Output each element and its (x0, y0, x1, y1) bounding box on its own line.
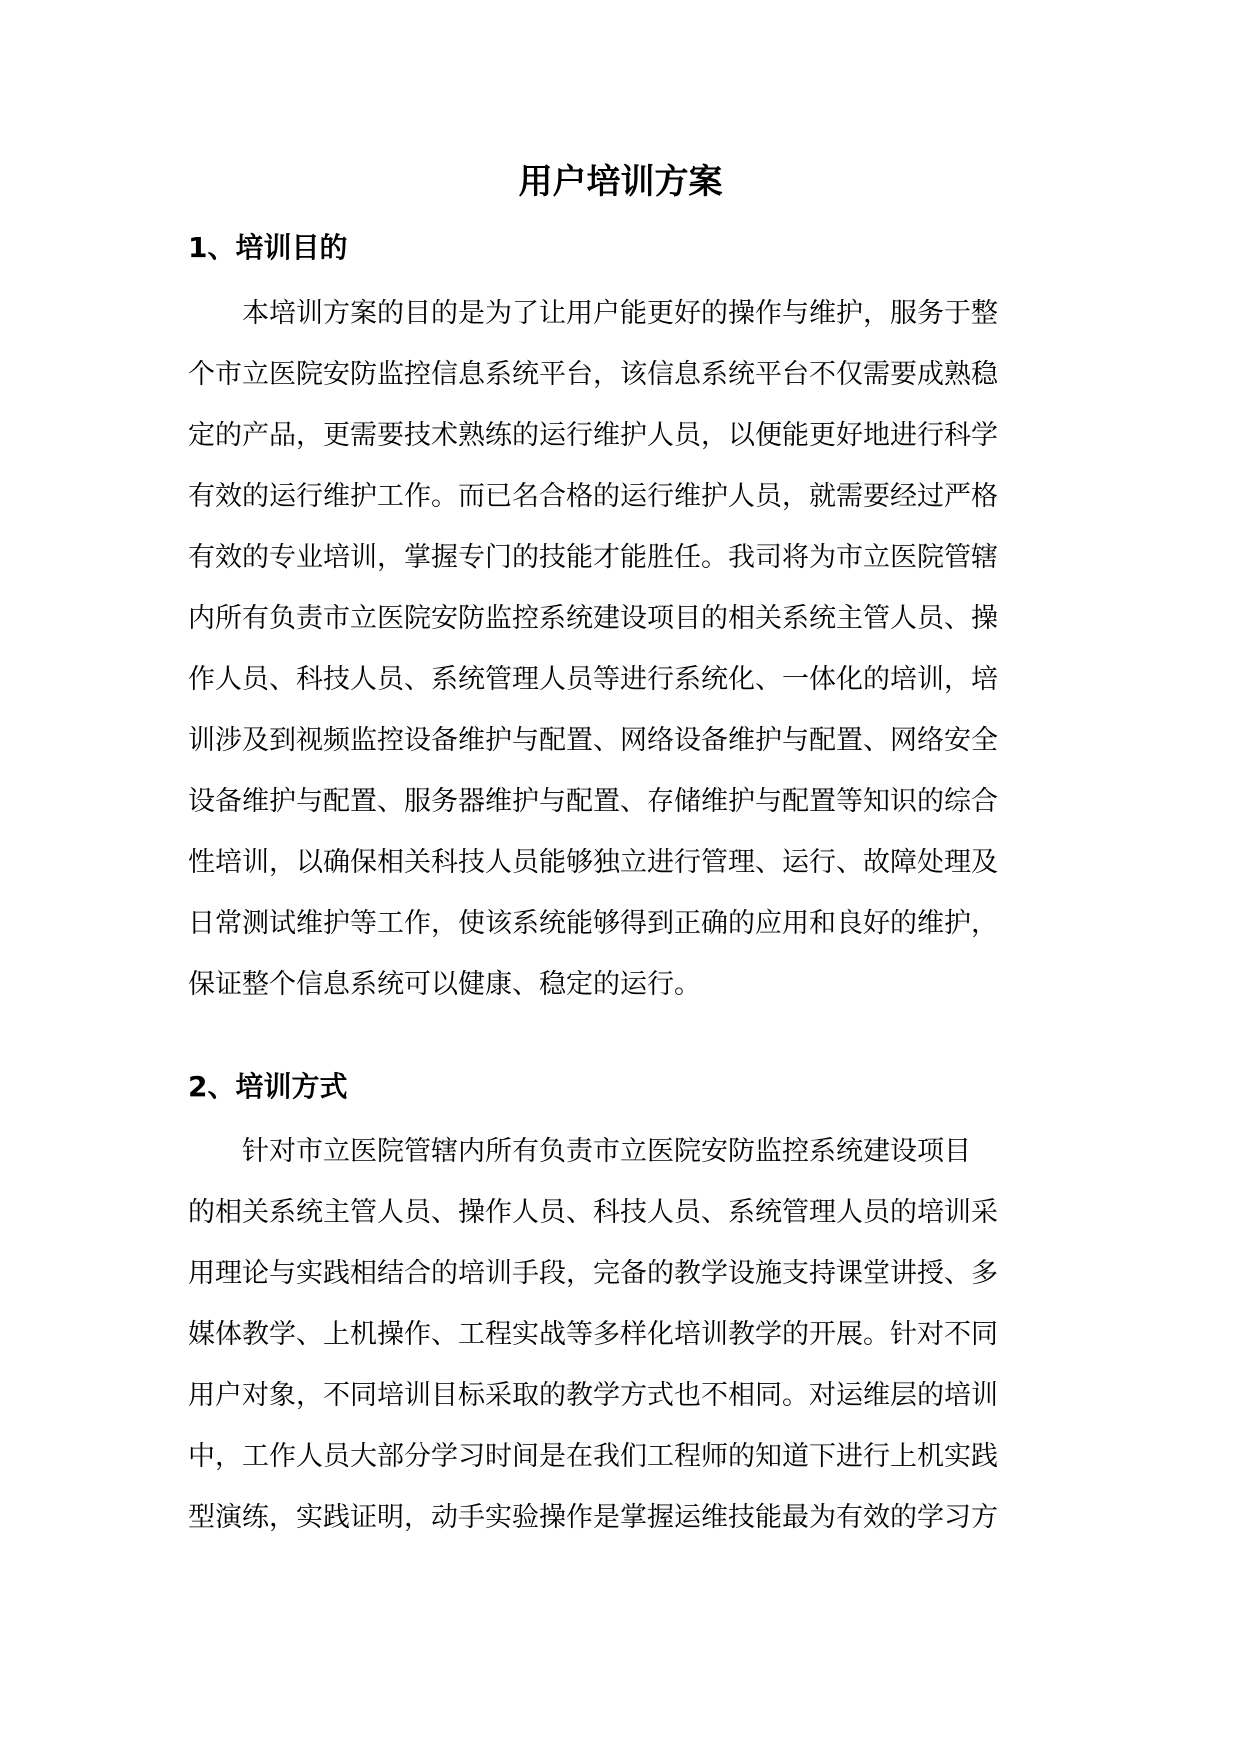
section-heading-training-purpose: 1、培训目的 (188, 231, 348, 264)
text-line: 设备维护与配置、服务器维护与配置、存储维护与配置等知识的综合 (188, 786, 998, 817)
section-paragraph-training-method (188, 1121, 1068, 1548)
text-line: 个市立医院安防监控信息系统平台，该信息系统平台不仅需要成熟稳 (188, 359, 998, 390)
text-line: 媒体教学、上机操作、工程实战等多样化培训教学的开展。针对不同 (188, 1319, 998, 1350)
document-title: 用户培训方案 (518, 162, 723, 202)
text-line: 作人员、科技人员、系统管理人员等进行系统化、一体化的培训，培 (188, 664, 998, 695)
text-line: 保证整个信息系统可以健康、稳定的运行。 (188, 969, 701, 1000)
text-line: 的相关系统主管人员、操作人员、科技人员、系统管理人员的培训采 (188, 1197, 998, 1228)
section-heading-training-method: 2、培训方式 (188, 1070, 348, 1103)
text-line: 中，工作人员大部分学习时间是在我们工程师的知道下进行上机实践 (188, 1441, 998, 1472)
text-line: 针对市立医院管辖内所有负责市立医院安防监控系统建设项目 (188, 1136, 971, 1167)
text-line: 训涉及到视频监控设备维护与配置、网络设备维护与配置、网络安全 (188, 725, 998, 756)
text-line: 本培训方案的目的是为了让用户能更好的操作与维护，服务于整 (188, 298, 998, 329)
text-line: 性培训，以确保相关科技人员能够独立进行管理、运行、故障处理及 (188, 847, 998, 878)
text-line: 用理论与实践相结合的培训手段，完备的教学设施支持课堂讲授、多 (188, 1258, 998, 1289)
text-line: 有效的专业培训，掌握专门的技能才能胜任。我司将为市立医院管辖 (188, 542, 998, 573)
text-line: 用户对象，不同培训目标采取的教学方式也不相同。对运维层的培训 (188, 1380, 998, 1411)
text-line: 定的产品，更需要技术熟练的运行维护人员，以便能更好地进行科学 (188, 420, 998, 451)
text-line: 内所有负责市立医院安防监控系统建设项目的相关系统主管人员、操 (188, 603, 998, 634)
section-paragraph-training-purpose (188, 283, 1068, 1015)
text-line: 有效的运行维护工作。而已名合格的运行维护人员，就需要经过严格 (188, 481, 998, 512)
text-line: 日常测试维护等工作，使该系统能够得到正确的应用和良好的维护， (188, 908, 998, 939)
text-line: 型演练，实践证明，动手实验操作是掌握运维技能最为有效的学习方 (188, 1502, 998, 1533)
